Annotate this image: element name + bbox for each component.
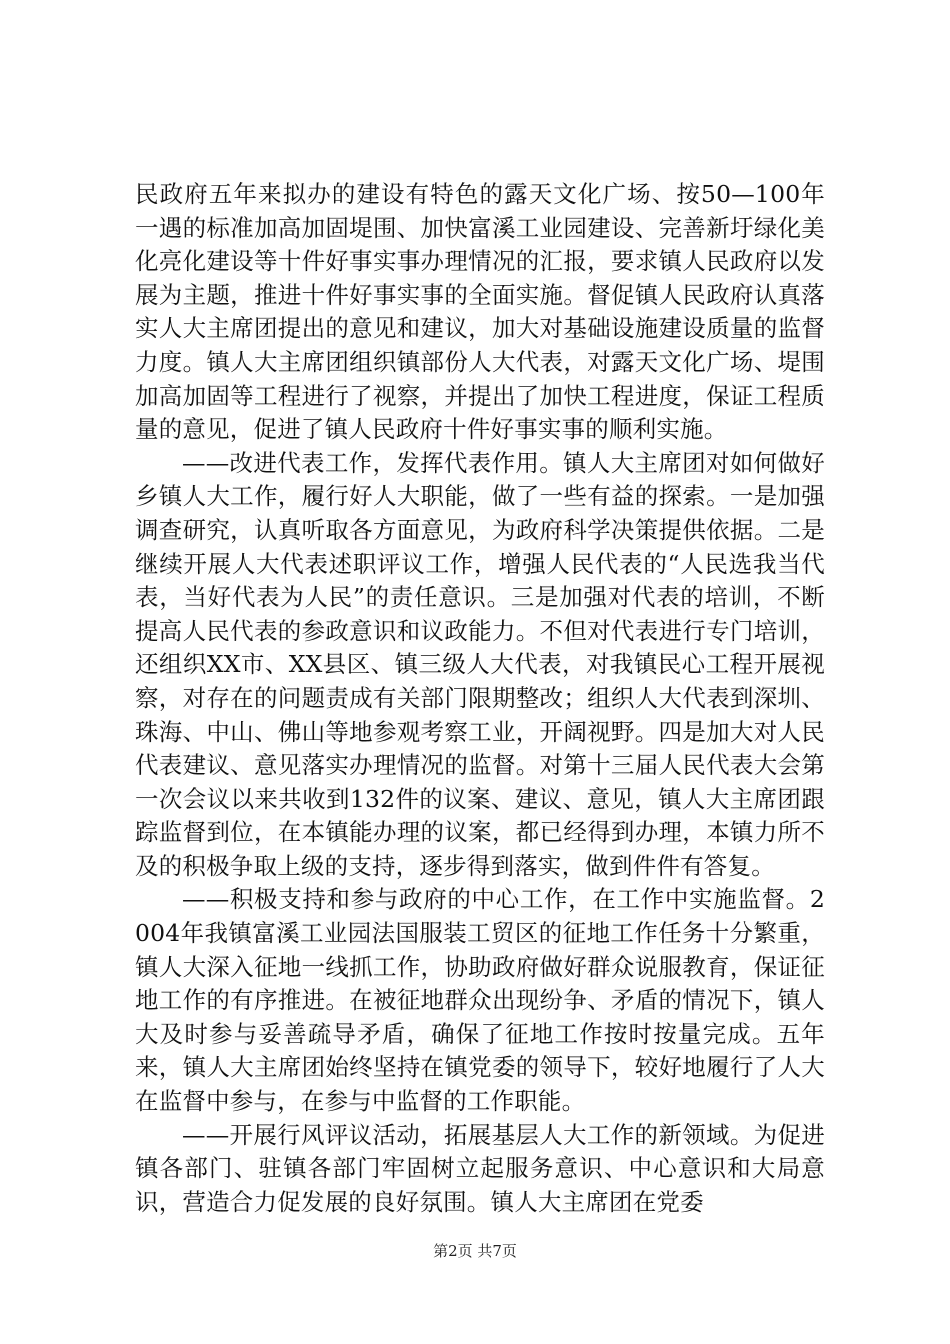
document-body [135, 178, 825, 1219]
paragraph-central-work-support: ——积极支持和参与政府的中心工作，在工作中实施监督。2004年我镇富溪工业园法国服装工贸区的征地工作任务十分繁重，镇人大深入征地一线抓工作，协助政府做好群众说服教育，保证征地工作的有序推进。在被征地群众出现纷争、矛盾的情况下，镇人大及时参与妥善疏导矛盾，确保了征地工作按时按量完成。五年来，镇人大主席团始终坚持在镇党委的领导下，较好地履行了人大在监督中参与，在参与中监督的工作职能。 [135, 885, 825, 1116]
page-number-footer: 第2页 共7页 [433, 1242, 517, 1260]
paragraph-industry-appraisal: ——开展行风评议活动，拓展基层人大工作的新领域。为促进镇各部门、驻镇各部门牢固树立起服务意识、中心意识和大局意识，营造合力促发展的良好氛围。镇人大主席团在党委 [135, 1120, 825, 1216]
paragraph-representative-work: ——改进代表工作，发挥代表作用。镇人大主席团对如何做好乡镇人大工作，履行好人大职能，做了一些有益的探索。一是加强调查研究，认真听取各方面意见，为政府科学决策提供依据。二是继续开展人大代表述职评议工作，增强人民代表的“人民选我当代表，当好代表为人民”的责任意识。三是加强对代表的培训，不断提高人民代表的参政意识和议政能力。不但对代表进行专门培训，还组织XX市、XX县区、镇三级人大代表，对我镇民心工程开展视察，对存在的问题责成有关部门限期整改；组织人大代表到深圳、珠海、中山、佛山等地参观考察工业，开阔视野。四是加大对人民代表建议、意见落实办理情况的监督。对第十三届人民代表大会第一次会议以来共收到132件的议案、建议、意见，镇人大主席团跟踪监督到位，在本镇能办理的议案，都已经得到办理，本镇力所不及的积极争取上级的支持，逐步得到落实，做到件件有答复。 [135, 448, 825, 880]
paragraph-project-supervision: 民政府五年来拟办的建设有特色的露天文化广场、按50—100年一遇的标准加高加固堤围、加快富溪工业园建设、完善新圩绿化美化亮化建设等十件好事实事办理情况的汇报，要求镇人民政府以发展为主题，推进十件好事实事的全面实施。督促镇人民政府认真落实人大主席团提出的意见和建议，加大对基础设施建设质量的监督力度。镇人大主席团组织镇部份人大代表，对露天文化广场、堤围加高加固等工程进行了视察，并提出了加快工程进度，保证工程质量的意见，促进了镇人民政府十件好事实事的顺利实施。 [135, 180, 825, 444]
